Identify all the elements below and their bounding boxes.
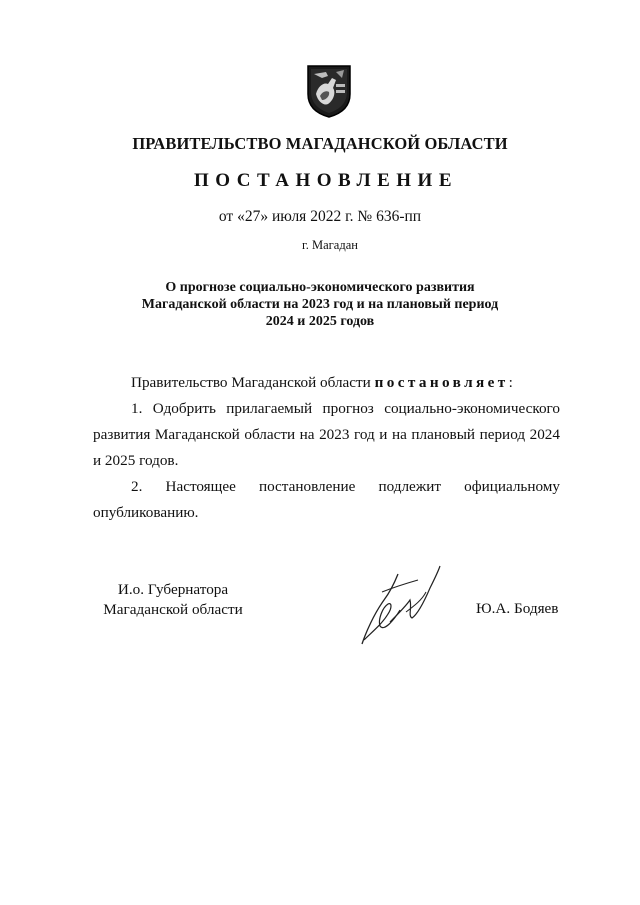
subject-line: Магаданской области на 2023 год и на плановый период (141, 297, 499, 312)
document-subject (0, 279, 640, 330)
organization-name: ПРАВИТЕЛЬСТВО МАГАДАНСКОЙ ОБЛАСТИ (132, 134, 508, 153)
signatory-name: Ю.А. Бодяев (476, 600, 559, 617)
document-date-number: от «27» июля 2022 г. № 636-пп (218, 208, 422, 225)
intro-verb: постановляет (374, 374, 509, 391)
subject-line: 2024 и 2025 годов (265, 314, 375, 329)
position-line: И.о. Губернатора (117, 581, 229, 598)
intro-prefix: Правительство Магаданской области (131, 374, 375, 391)
document-city: г. Магадан (302, 238, 358, 252)
handwritten-signature (352, 562, 452, 652)
subject-line: О прогнозе социально-экономического развития (165, 280, 475, 295)
paragraph-2: 2. Настоящее постановление подлежит официальному опубликованию. (93, 478, 560, 521)
signatory-position (88, 580, 258, 620)
document-type: ПОСТАНОВЛЕНИЕ (193, 170, 459, 191)
intro-paragraph (93, 370, 560, 396)
paragraph-1: 1. Одобрить прилагаемый прогноз социально-экономического развития Магаданской области на 2023 год и на плановый период 2024 и 2025 годов. (93, 400, 560, 469)
position-line: Магаданской области (103, 601, 243, 618)
coat-of-arms-icon (306, 64, 352, 118)
intro-suffix: : (508, 374, 513, 391)
